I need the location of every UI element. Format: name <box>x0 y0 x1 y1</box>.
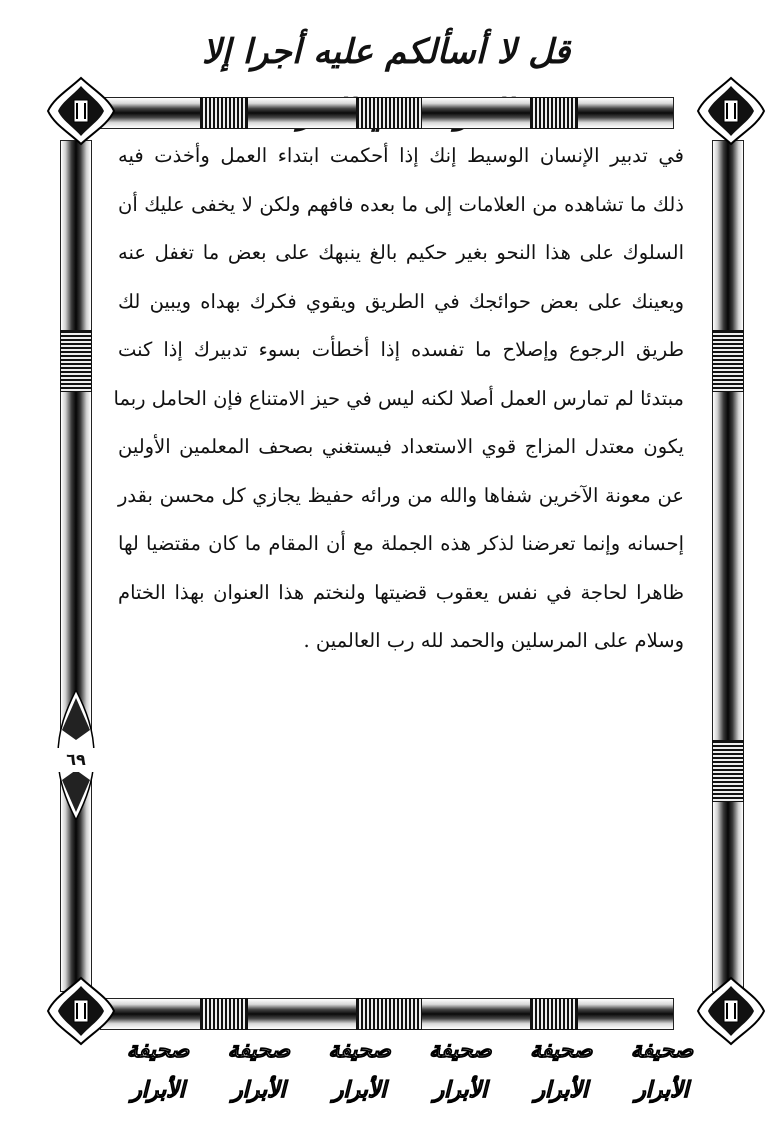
frame-left-ornament <box>60 330 92 392</box>
frame-top-ornament-right <box>530 97 578 129</box>
header-calligraphy-title: قل لا أسألكم عليه أجرا إلا <box>201 32 571 72</box>
page-number: ٦٩ <box>56 748 96 772</box>
text-line: مبتدئا لم تمارس العمل أصلا لكنه ليس في حيز الامتناع فإن الحامل ربما <box>113 386 684 410</box>
footer-word: صحيفة الأبرار <box>529 1037 593 1103</box>
frame-left-bar <box>60 140 92 992</box>
text-line: عن معونة الآخرين شفاها والله من ورائه حفيظ يجازي كل محسن بقدر <box>118 483 684 507</box>
frame-bottom-ornament-right <box>530 998 578 1030</box>
text-line: في تدبير الإنسان الوسيط إنك إذا أحكمت ابتداء العمل وأخذت فيه <box>118 144 684 167</box>
footer-calligraphy <box>110 1037 710 1103</box>
frame-right-ornament-upper <box>712 330 744 392</box>
frame-bottom-ornament-left <box>200 998 248 1030</box>
footer-word: صحيفة الأبرار <box>429 1037 492 1103</box>
text-line: يكون معتدل المزاج قوي الاستعداد فيستغني بصحف المعلمين الأولين <box>118 435 684 458</box>
text-line: وسلام على المرسلين والحمد لله رب العالمين . <box>303 629 684 652</box>
corner-ornament-icon <box>46 76 116 146</box>
text-line: ويعينك على بعض حوائجك في الطريق ويقوي فكرك بهداه ويبين لك <box>118 289 684 313</box>
frame-right-bar <box>712 140 744 992</box>
corner-ornament-icon <box>696 76 766 146</box>
footer-word: صحيفة الأبرار <box>630 1037 694 1103</box>
corner-ornament-icon <box>46 976 116 1046</box>
text-line: السلوك على هذا النحو بغير حكيم بالغ ينبهك على بعض ما تغفل عنه <box>118 241 684 264</box>
text-line: طريق الرجوع وإصلاح ما تفسده إذا أخطأت بسوء تدبيرك إذا كنت <box>118 338 684 361</box>
text-line: ذلك ما تشاهده من العلامات إلى ما بعده فافهم ولكن لا يخفى عليك أن <box>118 192 684 216</box>
frame-top-ornament-left <box>200 97 248 129</box>
body-text <box>113 132 684 666</box>
footer-word: صحيفة الأبرار <box>328 1037 391 1103</box>
footer-word: صحيفة الأبرار <box>126 1037 190 1103</box>
text-line: ظاهرا لحاجة في نفس يعقوب قضيتها ولنختم هذا العنوان بهذا الختام <box>118 580 684 604</box>
frame-right-ornament-lower <box>712 740 744 802</box>
footer-word: صحيفة الأبرار <box>227 1037 291 1103</box>
frame-top-ornament-center <box>356 97 422 129</box>
frame-bottom-ornament-center <box>356 998 422 1030</box>
text-line: إحسانه وإنما تعرضنا لذكر هذه الجملة مع أن المقام ما كان مقتضيا لها <box>118 532 684 555</box>
